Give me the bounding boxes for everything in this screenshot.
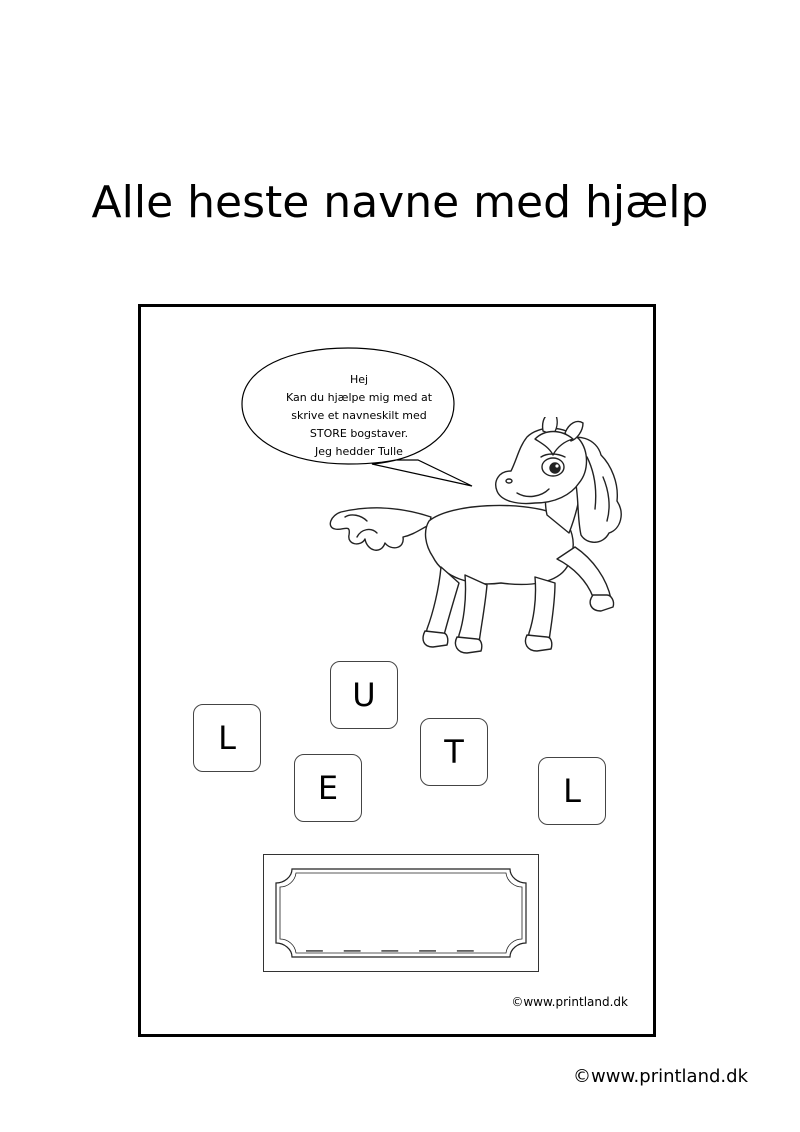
letter-tile[interactable]: L bbox=[193, 704, 261, 772]
letter-tile[interactable]: E bbox=[294, 754, 362, 822]
bubble-line: skrive et navneskilt med bbox=[291, 409, 427, 422]
bubble-line: Jeg hedder Tulle bbox=[315, 445, 403, 458]
worksheet-credit: ©www.printland.dk bbox=[511, 995, 628, 1009]
letter-tile[interactable]: U bbox=[330, 661, 398, 729]
bubble-line: Hej bbox=[349, 373, 369, 386]
horse-illustration-icon bbox=[321, 417, 631, 667]
bubble-line: STORE bogstaver. bbox=[309, 427, 409, 440]
letter-tile[interactable]: T bbox=[420, 718, 488, 786]
name-blanks[interactable]: _ _ _ _ _ bbox=[306, 919, 476, 952]
bubble-line: Kan du hjælpe mig med at bbox=[285, 391, 433, 404]
page-credit: ©www.printland.dk bbox=[573, 1066, 748, 1087]
name-sign bbox=[263, 854, 539, 972]
letter-tile[interactable]: L bbox=[538, 757, 606, 825]
worksheet-frame bbox=[138, 304, 656, 1037]
page-title: Alle heste navne med hjælp bbox=[91, 177, 709, 228]
